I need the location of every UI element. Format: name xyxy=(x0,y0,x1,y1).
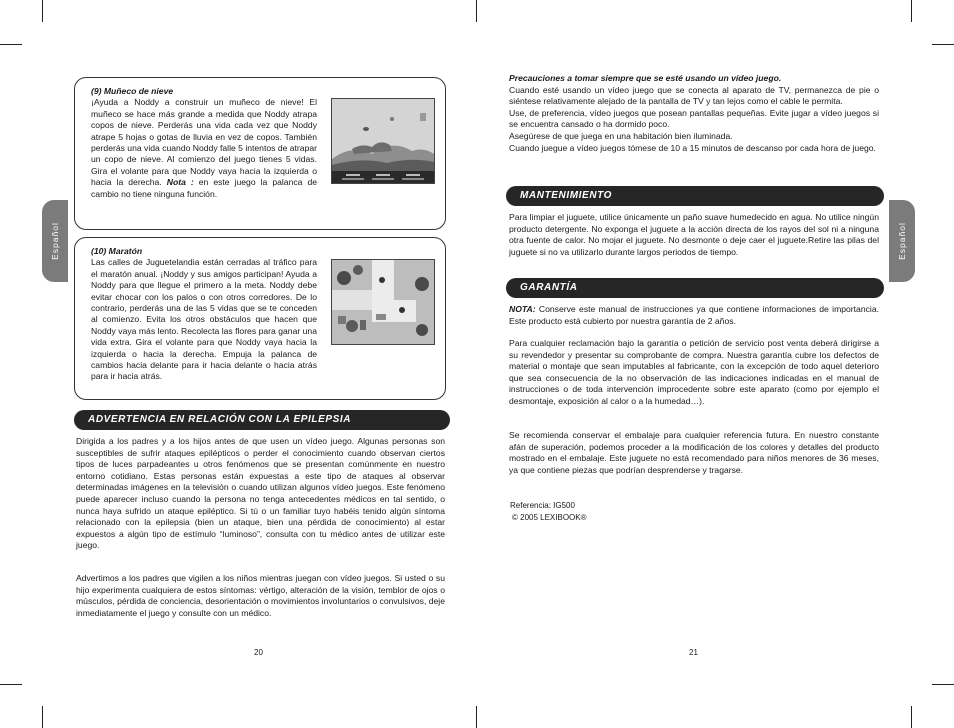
warranty-paragraph-2 xyxy=(509,338,879,408)
warranty-note-paragraph xyxy=(509,304,879,327)
marathon-scene-illustration xyxy=(332,260,434,344)
game-snowman-body: ¡Ayuda a Noddy a construir un muñeco de nieve! El muñeco se hace más grande a medida que Noddy atrapa copos de nieve. Perderás una vida cada vez que Noddy atrape 5 hojas o gotas de lluvia en vez de copos. También perderás una vida cuando Noddy falle 5 intentos de atrapar un copo de nieve. Al comienzo del juego tienes 5 vidas. xyxy=(91,97,317,165)
game-snowman-note-text: en este juego la palanca de cambio no tiene ninguna función. xyxy=(91,177,318,199)
crop-mark xyxy=(476,0,477,22)
epilepsy-paragraph-2 xyxy=(76,573,445,619)
game-marathon-title: (10) Maratón xyxy=(91,246,143,256)
game-marathon-box xyxy=(74,237,446,400)
maintenance-text: Para limpiar el juguete, utilice únicamente un paño suave humedecido en agua. No utilice ningún producto detergente. No exponga el juguete a la acción directa de los rayos del sol ni a ninguna otra fuente de calor. No mojar el juguete. No desmonte o deje caer el juguete.Retire las pilas del juguete si no va utilizarlo durante largos periodos de tiempo. xyxy=(509,212,879,257)
crop-mark xyxy=(0,44,22,45)
game-marathon-text xyxy=(91,246,317,383)
game-marathon-body: Las calles de Juguetelandia están cerradas al tráfico para el maratón anual. ¡Noddy y sus amigos participan! Ayuda a Noddy para que llegue el primero a la meta. Noddy debe evitar chocar con los palos o con otros corredores. De lo contrario, perderás una de las 5 vidas que se te conceden al comienzo. Evita los otros obstáculos que hacen que Noddy vaya más lento. Recolecta las flores para ganar una vida extra. Gira el volante para que Noddy vaya hacia la izquierda o hacia la derecha. Empuja la palanca de cambios hacia delante para ir hacia delante o hacia atrás para ir hacia atrás. xyxy=(91,257,317,382)
warranty-text-2: Para cualquier reclamación bajo la garantía o petición de servicio post venta deberá dirigirse a su revendedor y presentar su comprobante de compra. Nuestra garantía cubre los defectos de material o montaje que sean imputables al fabricante, con la excepción de todo aquel deterioro que sea consecuencia de la no observación de las indicaciones indicadas en el manual de instrucciones o de toda intervención improcedente sobre este aparato (como por ejemplo el desmontaje, exposición al calor o a la humedad…). xyxy=(509,338,879,406)
precautions-line-1: Cuando esté usando un vídeo juego que se conecta al aparato de TV, permanezca de pie o siéntese relativamente alejado de la pantalla de TV y tan lejos como el cable le permita. xyxy=(509,84,879,107)
game-snowman-note-label: Nota : xyxy=(166,177,194,188)
crop-mark xyxy=(0,684,22,685)
crop-mark xyxy=(476,706,477,728)
copyright-notice: © 2005 LEXIBOOK® xyxy=(512,513,587,522)
warranty-note-text: Conserve este manual de instrucciones ya que contiene informaciones de importancia. Este producto está cubierto por nuestra garantía de 2 años. xyxy=(509,304,879,326)
warranty-note-label: NOTA: xyxy=(509,304,536,314)
game-snowman-title: (9) Muñeco de nieve xyxy=(91,86,174,96)
page-number-left: 20 xyxy=(254,648,263,657)
epilepsy-text-1: Dirigida a los padres y a los hijos antes de que usen un vídeo juego. Algunas personas son susceptibles de sufrir ataques epilépticos o perder el conocimiento cuando observan ciertos tipos de luces parpadeantes u otros fenómenos que se presentan comúnmente en nuestro entorno cotidiano. Estas personas están expuestas a este tipo de ataques al observar determinadas imágenes en la televisión o cuando utilizan algunos vídeo juegos. Este fenómeno puede aparecer incluso cuando la persona no tenga antecedentes médicos en tal sentido, o nunca haya sufrido un ataque epiléptico. Si tú o un familiar tuyo habéis tenido algún síntoma relacionado con la epilepsia (bien un ataque, bien una pérdida de conocimiento) al estar expuestos a algún tipo de estímulo “luminoso”, consulta con tu médico antes de utilizar este juego. xyxy=(76,436,445,551)
page-number-right: 21 xyxy=(689,648,698,657)
marathon-game-screenshot xyxy=(331,259,435,345)
warranty-text-3: Se recomienda conservar el embalaje para cualquier referencia futura. En nuestro constante afán de superación, podemos proceder a la modificación de los colores y detalles del producto mostrado en el embalaje. Este juguete no está recomendado para niños menores de 36 meses, ya que contiene piezas que podrían desprenderse y tragarse. xyxy=(509,430,879,475)
epilepsy-text-2: Advertimos a los padres que vigilen a los niños mientras juegan con vídeo juegos. Si usted o su hijo experimenta cualquiera de estos síntomas: vértigo, alteración de la visión, temblor de ojos o músculos, pérdida de conciencia, desorientación o movimientos involuntarios o convulsivos, deje inmediatamente el juego y consulte con un médico. xyxy=(76,573,445,618)
warranty-paragraph-3 xyxy=(509,430,879,476)
snowman-game-screenshot xyxy=(331,98,435,184)
language-tab-label: Español xyxy=(50,222,60,260)
crop-mark xyxy=(42,706,43,728)
game-snowman-text xyxy=(91,86,317,200)
maintenance-paragraph xyxy=(509,212,879,258)
game-snowman-controls: Gira el volante para que Noddy vaya hacia la izquierda o hacia la derecha. xyxy=(91,165,317,188)
crop-mark xyxy=(42,0,43,22)
language-tab-right xyxy=(889,200,915,282)
game-snowman-box xyxy=(74,77,446,230)
crop-mark xyxy=(911,0,912,22)
crop-mark xyxy=(932,684,954,685)
language-tab-left xyxy=(42,200,68,282)
maintenance-heading-bar: MANTENIMIENTO xyxy=(506,186,884,206)
precautions-line-4: Cuando juegue a vídeo juegos tómese de 10 a 15 minutos de descanso por cada hora de juego. xyxy=(509,142,876,153)
language-tab-label: Español xyxy=(897,222,907,260)
crop-mark xyxy=(911,706,912,728)
precautions-heading: Precauciones a tomar siempre que se esté usando un vídeo juego. xyxy=(509,73,782,83)
snowman-scene-illustration xyxy=(332,99,434,183)
product-reference: Referencia: IG500 xyxy=(510,501,575,510)
epilepsy-paragraph-1 xyxy=(76,436,445,552)
epilepsy-heading-bar: ADVERTENCIA EN RELACIÓN CON LA EPILEPSIA xyxy=(74,410,450,430)
precautions-line-3: Asegúrese de que juega en una habitación bien iluminada. xyxy=(509,130,733,141)
precautions-section xyxy=(509,73,879,154)
warranty-heading-bar: GARANTÍA xyxy=(506,278,884,298)
precautions-line-2: Use, de preferencia, vídeo juegos que posean pantallas pequeñas. Evite jugar a vídeo juegos si se encuentra cansado o ha dormido poco. xyxy=(509,107,879,130)
crop-mark xyxy=(932,44,954,45)
